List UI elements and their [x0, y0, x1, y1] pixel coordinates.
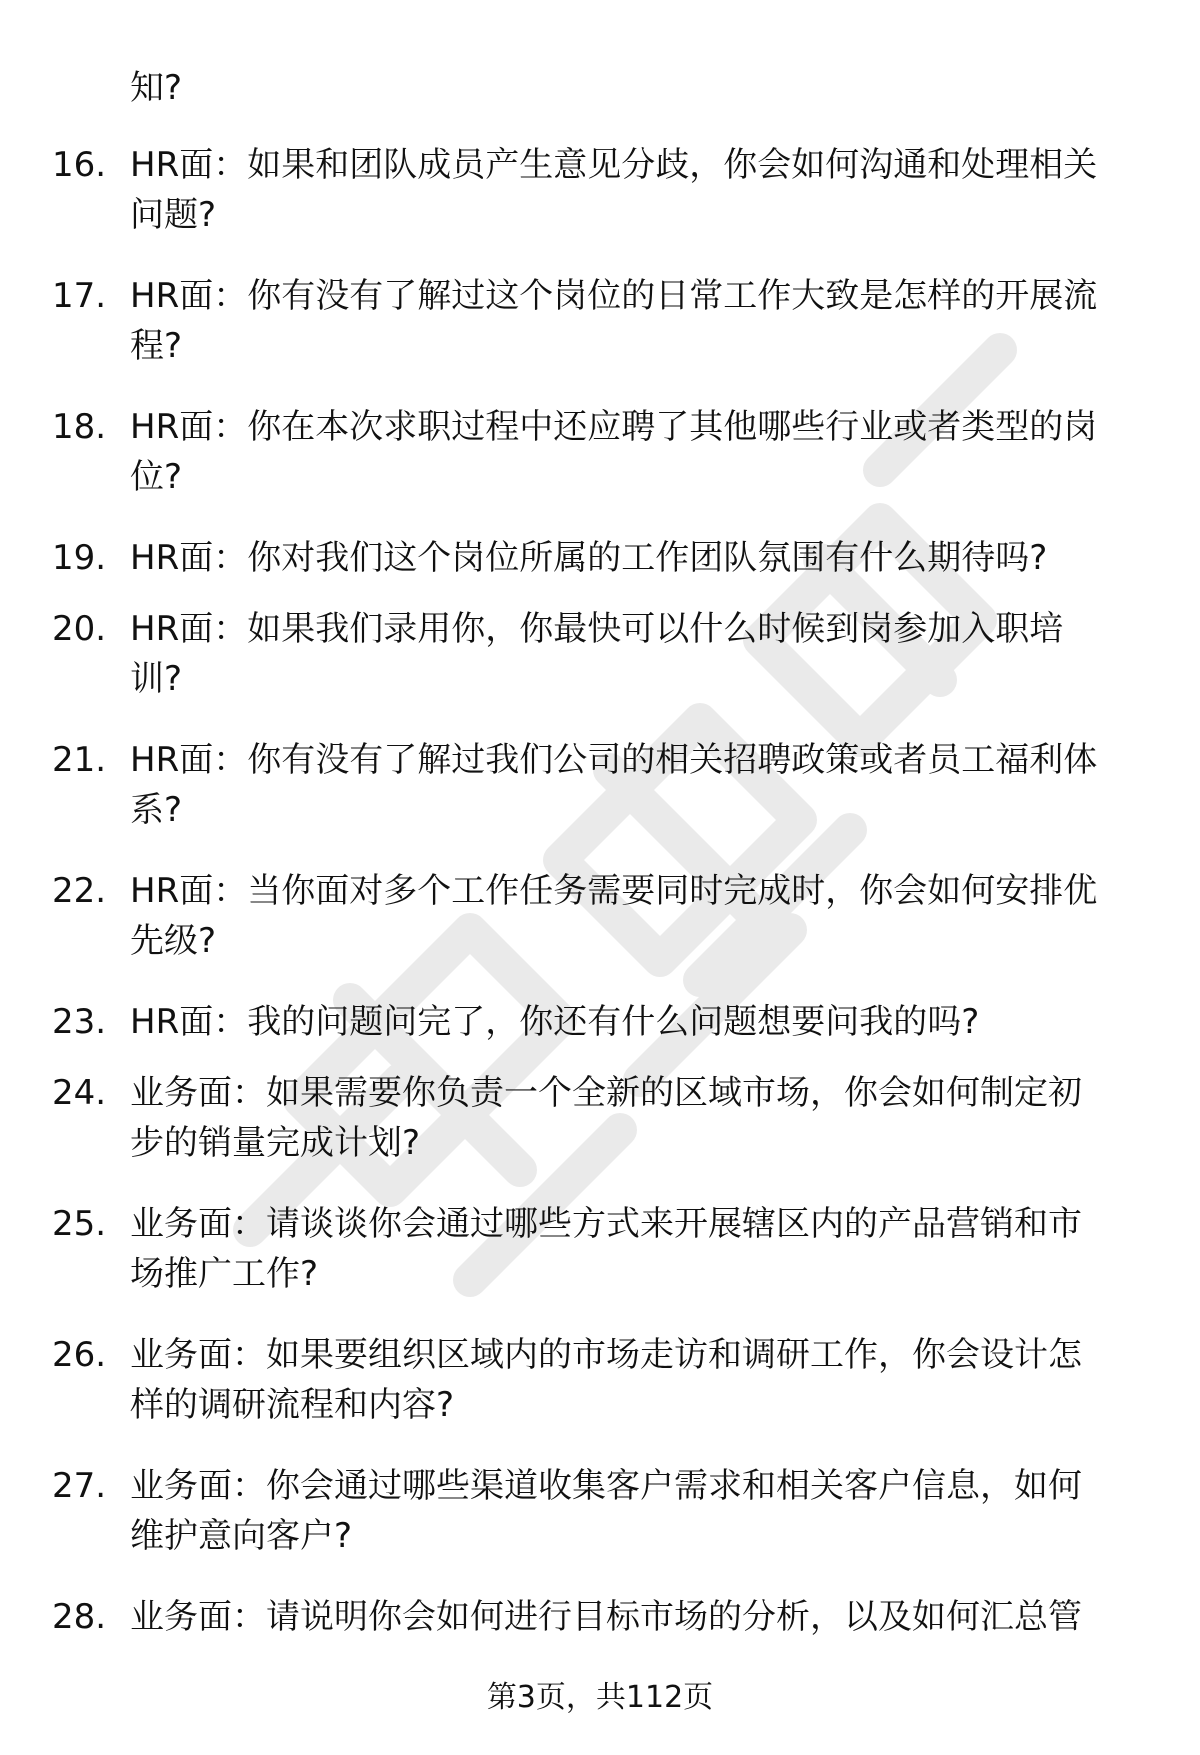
question-number: 23. — [52, 1002, 107, 1042]
question-number: 22. — [52, 871, 107, 911]
question-number: 19. — [52, 538, 107, 578]
question-text: HR面：如果我们录用你，你最快可以什么时候到岗参加入职培 — [130, 609, 1064, 649]
question-item — [0, 1461, 1200, 1592]
question-item — [0, 1330, 1200, 1461]
question-text: HR面：你在本次求职过程中还应聘了其他哪些行业或者类型的岗 — [130, 407, 1098, 447]
question-text-continued: 系? — [130, 790, 183, 830]
question-item — [0, 735, 1200, 866]
question-text: 业务面：请谈谈你会通过哪些方式来开展辖区内的产品营销和市 — [130, 1204, 1082, 1244]
question-item — [0, 604, 1200, 735]
question-number: 28. — [52, 1597, 107, 1637]
question-item — [0, 402, 1200, 533]
question-text: 业务面：请说明你会如何进行目标市场的分析，以及如何汇总管 — [130, 1597, 1082, 1637]
question-text: 业务面：你会通过哪些渠道收集客户需求和相关客户信息，如何 — [130, 1466, 1082, 1506]
question-text-continued: 问题? — [130, 195, 217, 235]
question-number: 25. — [52, 1204, 107, 1244]
question-item — [0, 533, 1200, 604]
question-number: 17. — [52, 276, 107, 316]
question-number: 16. — [52, 145, 107, 185]
question-item — [0, 997, 1200, 1068]
question-text-continued: 维护意向客户? — [130, 1516, 353, 1556]
question-list — [0, 140, 1200, 1652]
question-text: HR面：我的问题问完了，你还有什么问题想要问我的吗? — [130, 1002, 980, 1042]
question-text-continued: 步的销量完成计划? — [130, 1123, 421, 1163]
question-text-continued: 场推广工作? — [130, 1254, 319, 1294]
question-text-continued: 先级? — [130, 921, 217, 961]
question-item — [0, 271, 1200, 402]
question-number: 21. — [52, 740, 107, 780]
question-text: HR面：当你面对多个工作任务需要同时完成时，你会如何安排优 — [130, 871, 1098, 911]
question-item — [0, 1068, 1200, 1199]
question-number: 24. — [52, 1073, 107, 1113]
question-item — [0, 866, 1200, 997]
question-text: 业务面：如果需要你负责一个全新的区域市场，你会如何制定初 — [130, 1073, 1082, 1113]
question-text-continued: 位? — [130, 457, 183, 497]
question-text: HR面：你有没有了解过这个岗位的日常工作大致是怎样的开展流 — [130, 276, 1098, 316]
question-text-continued: 程? — [130, 326, 183, 366]
page-footer: 第3页，共112页 — [486, 1680, 714, 1715]
question-text-continued: 样的调研流程和内容? — [130, 1385, 455, 1425]
question-number: 20. — [52, 609, 107, 649]
question-number: 26. — [52, 1335, 107, 1375]
question-text: HR面：你对我们这个岗位所属的工作团队氛围有什么期待吗? — [130, 538, 1048, 578]
question-text: 业务面：如果要组织区域内的市场走访和调研工作，你会设计怎 — [130, 1335, 1082, 1375]
question-number: 27. — [52, 1466, 107, 1506]
question-item — [0, 1199, 1200, 1330]
continued-question-fragment: 知? — [130, 68, 183, 108]
question-item — [0, 1592, 1200, 1652]
question-number: 18. — [52, 407, 107, 447]
question-text: HR面：如果和团队成员产生意见分歧，你会如何沟通和处理相关 — [130, 145, 1098, 185]
question-text-continued: 训? — [130, 659, 183, 699]
question-item — [0, 140, 1200, 271]
question-text: HR面：你有没有了解过我们公司的相关招聘政策或者员工福利体 — [130, 740, 1098, 780]
